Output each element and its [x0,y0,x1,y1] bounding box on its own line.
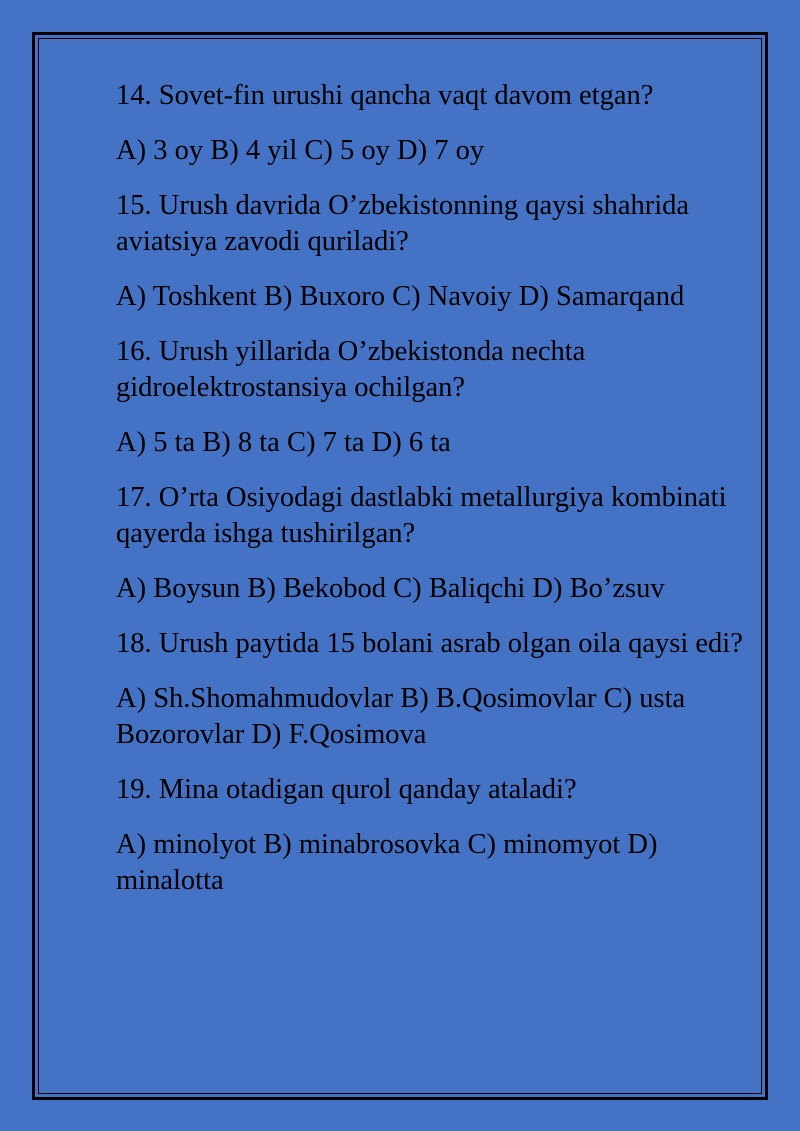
question-15-answers: A) Toshkent B) Buxoro C) Navoiy D) Samarqand [116,281,685,312]
question-18-answers: A) Sh.Shomahmudovlar B) B.Qosimovlar C) usta Bozorovlar D) F.Qosimova [116,683,686,750]
question-15-text: 15. Urush davrida O’zbekistonning qaysi shahrida aviatsiya zavodi quriladi? [116,190,690,257]
question-17-answers: A) Boysun B) Bekobod C) Baliqchi D) Bo’zsuv [116,573,665,604]
quiz-content [116,78,746,918]
question-14-text: 14. Sovet-fin urushi qancha vaqt davom etgan? [116,80,654,111]
question-16-text: 16. Urush yillarida O’zbekistonda nechta gidroelektrostansiya ochilgan? [116,336,586,403]
question-16-answers: A) 5 ta B) 8 ta C) 7 ta D) 6 ta [116,427,451,458]
question-19-text: 19. Mina otadigan qurol qanday ataladi? [116,774,577,805]
question-14-answers: A) 3 oy B) 4 yil C) 5 oy D) 7 oy [116,135,485,166]
question-19-answers: A) minolyot B) minabrosovka C) minomyot D) minalotta [116,829,658,896]
question-18-text: 18. Urush paytida 15 bolani asrab olgan oila qaysi edi? [116,628,743,659]
question-17-text: 17. O’rta Osiyodagi dastlabki metallurgiya kombinati qayerda ishga tushirilgan? [116,482,727,549]
